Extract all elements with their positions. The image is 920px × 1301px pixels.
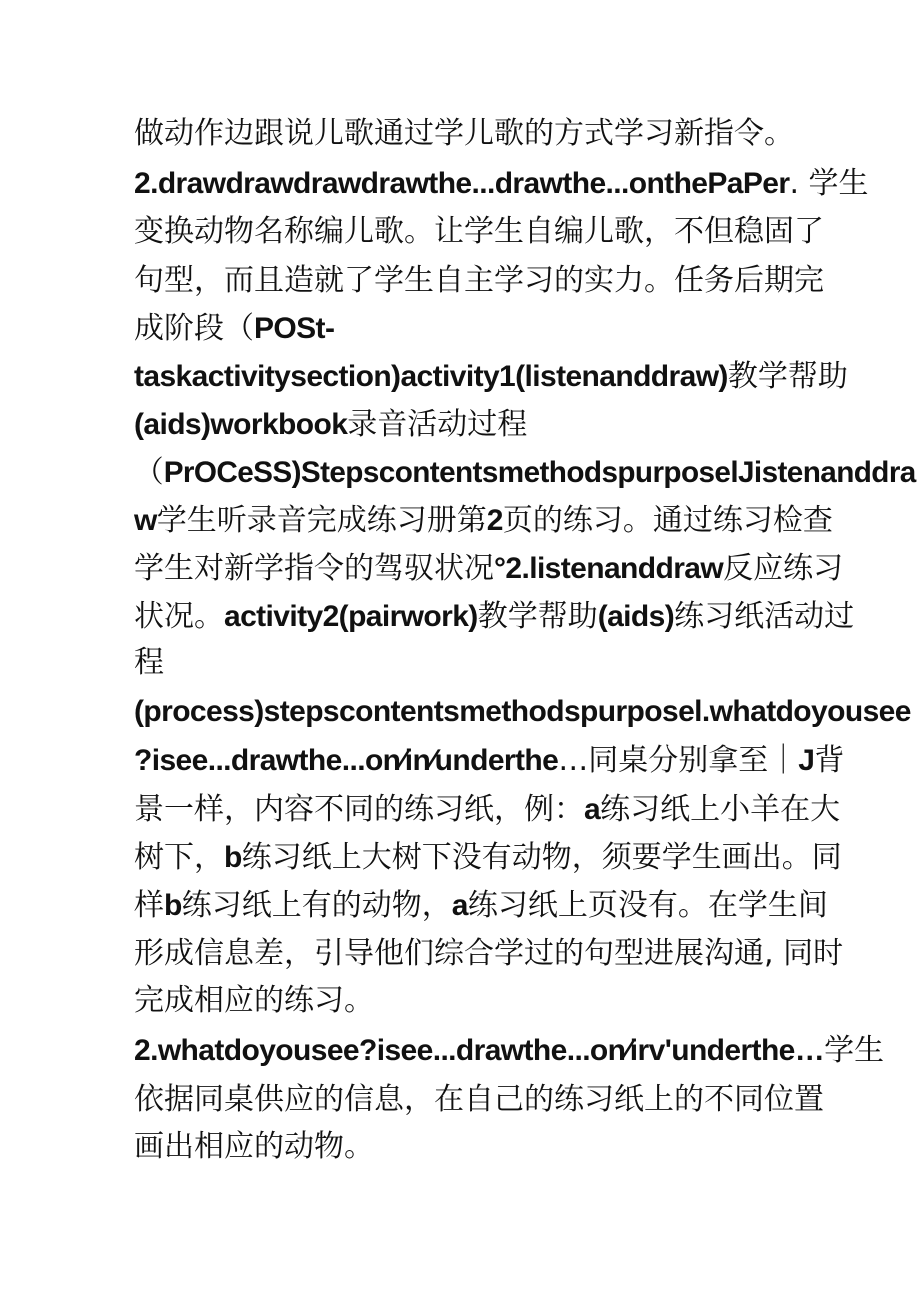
text-run: 状况。 [134, 599, 224, 634]
text-run: 画出相应的动物。 [134, 1129, 374, 1164]
text-line-13 [134, 692, 911, 732]
text-run-bold: b [164, 889, 182, 922]
text-line-6 [134, 357, 848, 397]
text-run: 页的练习。通过练习检查 [502, 503, 833, 538]
text-run: 依据同桌供应的信息，在自己的练习纸上的不同位置 [134, 1082, 824, 1117]
text-run-bold: b [224, 841, 242, 874]
text-run-bold: (aids)workbook [134, 408, 348, 441]
text-line-18 [134, 934, 843, 974]
text-run: 学生 [824, 1033, 885, 1068]
text-line-12 [134, 643, 164, 683]
text-run-bold: (process)stepscontentsmethodspurposel.whatdoyousee [134, 695, 911, 728]
text-line-5 [134, 309, 334, 349]
text-line-10 [134, 549, 843, 589]
text-run: 样 [134, 888, 164, 923]
text-run: 练习纸上有的动物， [181, 888, 452, 923]
text-run: 背 [814, 743, 845, 778]
text-line-9 [134, 501, 833, 541]
text-run-bold: 2.whatdoyousee?isee...drawthe...on∕irv'underthe… [134, 1034, 825, 1067]
text-line-22 [134, 1127, 374, 1167]
text-line-11 [134, 597, 854, 637]
text-run: 教学帮助 [727, 359, 848, 394]
text-line-4 [134, 261, 824, 301]
text-run-bold: taskactivitysection)activity1(listenanddraw) [134, 360, 728, 393]
text-line-21 [134, 1080, 824, 1120]
text-run: 练习纸活动过 [674, 599, 855, 634]
text-run-bold: a [451, 889, 468, 922]
text-run: （ [134, 455, 164, 490]
text-line-17 [134, 886, 828, 926]
text-line-1 [134, 114, 794, 154]
text-run: 学生对新学指令的驾驭状况 [134, 551, 494, 586]
text-run: 练习纸上小羊在大 [600, 792, 841, 827]
text-line-2 [134, 164, 869, 204]
text-line-14 [134, 741, 844, 781]
text-run-bold: w [134, 504, 157, 537]
text-run: 完成相应的练习。 [134, 983, 374, 1018]
text-run: 学生听录音完成练习册第 [156, 503, 487, 538]
text-run: . 学生 [789, 166, 869, 201]
text-run: 录音活动过程 [347, 407, 528, 442]
text-line-7 [134, 405, 527, 445]
text-run: 树下， [134, 840, 224, 875]
text-line-15 [134, 790, 840, 830]
text-run-bold: J [798, 744, 815, 777]
text-run-bold: ?isee...drawthe...on∕in∕underthe [134, 744, 559, 777]
text-run: 变换动物名称编儿歌。让学生自编儿歌，不但稳固了 [134, 214, 824, 249]
text-run-bold: (aids) [597, 600, 675, 633]
text-run: 形成信息差，引导他们综合学过的句型进展沟通, 同时 [134, 936, 844, 971]
text-line-20 [134, 1031, 884, 1071]
text-run: 做动作边跟说儿歌通过学儿歌的方式学习新指令。 [134, 116, 794, 151]
text-run: 程 [134, 645, 164, 680]
text-line-16 [134, 838, 842, 878]
text-run-bold: a [584, 793, 601, 826]
text-run-bold: POSt- [254, 312, 335, 345]
text-line-3 [134, 212, 824, 252]
text-line-8 [134, 453, 916, 493]
text-run: 成阶段（ [134, 311, 254, 346]
text-run: 景一样，内容不同的练习纸，例： [134, 792, 584, 827]
text-run: 反应练习 [723, 551, 844, 586]
text-run: …同桌分别拿至｜ [558, 743, 799, 778]
text-run-bold: activity2(pairwork) [224, 600, 478, 633]
text-line-19 [134, 981, 374, 1021]
text-run-bold: °2.listenanddraw [494, 552, 724, 585]
text-run: 练习纸上页没有。在学生间 [467, 888, 828, 923]
text-run-bold: 2 [486, 504, 503, 537]
text-run-bold: 2.drawdrawdrawdrawthe...drawthe...onthePaPer [134, 167, 790, 200]
text-run-bold: PrOCeSS)StepscontentsmethodspurposelJistenanddra [163, 456, 916, 489]
text-run: 教学帮助 [477, 599, 598, 634]
text-run: 句型，而且造就了学生自主学习的实力。任务后期完 [134, 263, 824, 298]
text-run: 练习纸上大树下没有动物，须要学生画出。同 [241, 840, 842, 875]
